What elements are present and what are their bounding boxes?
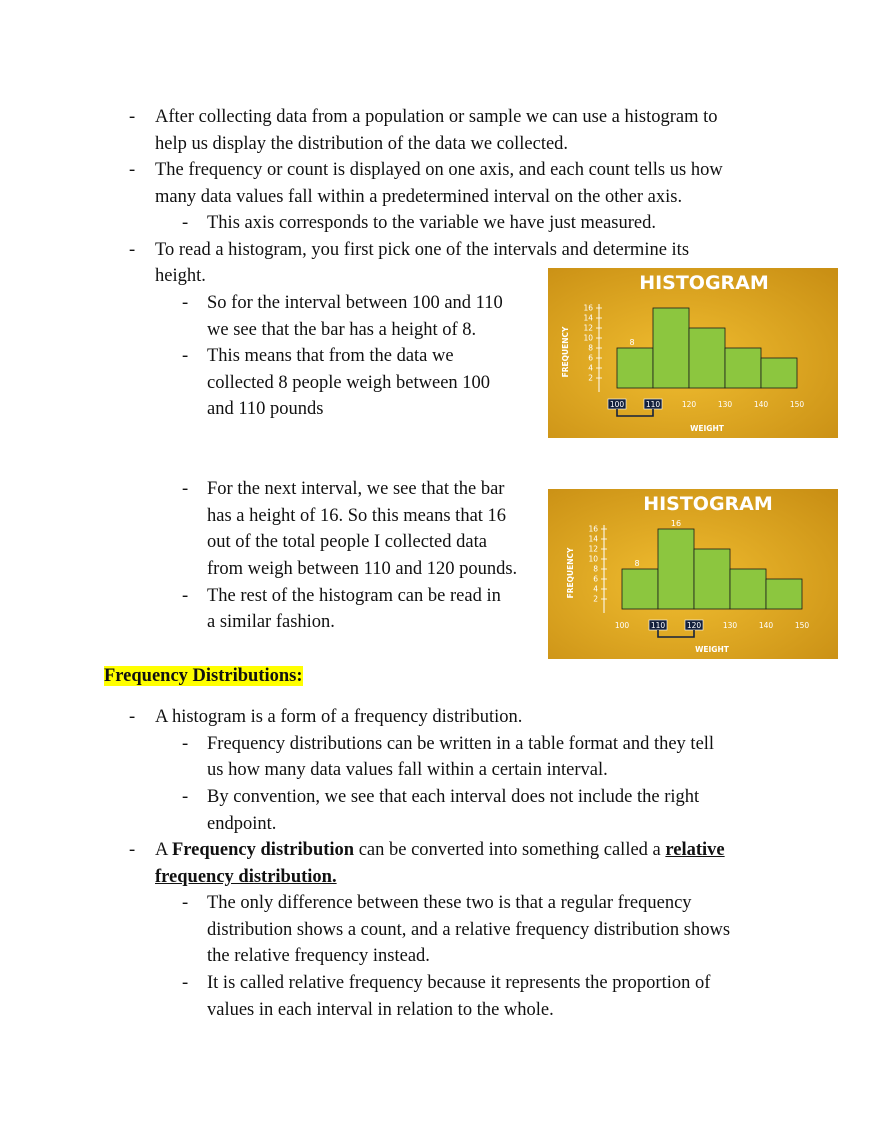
y-tick-label: 16 — [588, 524, 598, 534]
bullet-dash: - — [129, 240, 136, 260]
sub-bullet-text: distribution shows a count, and a relative frequency distribution shows — [207, 920, 731, 940]
bold-term: Frequency distribution — [171, 840, 355, 860]
bullet-text: After collecting data from a population or sample we can use a histogram to — [155, 107, 718, 127]
x-tick-label: 120 — [686, 621, 702, 630]
sub-bullet-text: endpoint. — [207, 814, 277, 834]
y-tick-label: 12 — [583, 323, 593, 333]
sub-bullet-text: and 110 pounds — [207, 399, 324, 419]
histogram-chart-1 — [548, 268, 838, 438]
sub-bullet-dash: - — [182, 346, 189, 366]
section-heading — [104, 663, 303, 689]
bar-value-label: 16 — [670, 519, 682, 528]
y-tick-label: 8 — [588, 343, 593, 353]
sub-bullet-dash: - — [182, 479, 189, 499]
histogram-bar — [694, 549, 730, 609]
y-tick-label: 6 — [593, 574, 598, 584]
bullet-text-mixed — [155, 837, 725, 863]
bullet-dash: - — [129, 840, 136, 860]
y-tick-label: 10 — [588, 554, 598, 564]
bullet-text: To read a histogram, you first pick one of the intervals and determine its — [155, 240, 690, 260]
x-axis-title: WEIGHT — [690, 424, 724, 433]
sub-bullet-dash: - — [182, 586, 189, 606]
y-tick-label: 12 — [588, 544, 598, 554]
sub-bullet-dash: - — [182, 293, 189, 313]
section-heading-text: Frequency Distributions: — [104, 666, 303, 686]
sub-bullet-dash: - — [182, 973, 189, 993]
histogram-figure-1 — [548, 268, 838, 438]
y-tick-label: 14 — [583, 313, 593, 323]
sub-bullet-text: The only difference between these two is that a regular frequency — [207, 893, 692, 913]
sub-bullet-text: has a height of 16. So this means that 16 — [207, 506, 507, 526]
sub-bullet-dash: - — [182, 213, 189, 233]
x-tick-label: 100 — [614, 621, 630, 630]
y-tick-label: 2 — [593, 594, 598, 604]
bullet-text: The frequency or count is displayed on one axis, and each count tells us how — [155, 160, 723, 180]
y-tick-label: 6 — [588, 353, 593, 363]
sub-bullet-text: values in each interval in relation to the whole. — [207, 1000, 554, 1020]
sub-bullet-text: Frequency distributions can be written in a table format and they tell — [207, 734, 715, 754]
bullet-text: many data values fall within a predetermined interval on the other axis. — [155, 187, 683, 207]
sub-bullet-text: By convention, we see that each interval does not include the right — [207, 787, 700, 807]
text-run: A — [155, 840, 172, 860]
y-tick-label: 10 — [583, 333, 593, 343]
sub-bullet-text: a similar fashion. — [207, 612, 335, 632]
bold-underlined-term: frequency distribution. — [155, 867, 337, 887]
y-axis-title: FREQUENCY — [561, 326, 570, 378]
histogram-bar — [725, 348, 761, 388]
histogram-bar — [658, 529, 694, 609]
sub-bullet-text: So for the interval between 100 and 110 — [207, 293, 503, 313]
x-tick-label: 130 — [717, 400, 733, 409]
sub-bullet-text: The rest of the histogram can be read in — [207, 586, 501, 606]
y-tick-label: 4 — [593, 584, 598, 594]
x-tick-label: 110 — [650, 621, 666, 630]
histogram-figure-2 — [548, 489, 838, 659]
histogram-chart-2 — [548, 489, 838, 659]
sub-bullet-text: This axis corresponds to the variable we have just measured. — [207, 213, 657, 233]
x-tick-label: 130 — [722, 621, 738, 630]
histogram-bar — [622, 569, 658, 609]
y-tick-label: 4 — [588, 363, 593, 373]
sub-bullet-text: us how many data values fall within a certain interval. — [207, 760, 608, 780]
bullet-text — [155, 864, 337, 890]
sub-bullet-text: This means that from the data we — [207, 346, 454, 366]
sub-bullet-text: from weigh between 110 and 120 pounds. — [207, 559, 518, 579]
histogram-bar — [730, 569, 766, 609]
bullet-text: A histogram is a form of a frequency distribution. — [155, 707, 523, 727]
x-tick-label: 100 — [609, 400, 625, 409]
x-tick-label: 120 — [681, 400, 697, 409]
histogram-bar — [761, 358, 797, 388]
x-tick-label: 140 — [758, 621, 774, 630]
text-run: can be converted into something called a — [354, 840, 666, 860]
sub-bullet-text: out of the total people I collected data — [207, 532, 487, 552]
x-tick-label: 140 — [753, 400, 769, 409]
bar-value-label: 8 — [634, 559, 640, 568]
x-tick-label: 110 — [645, 400, 661, 409]
histogram-bar — [653, 308, 689, 388]
histogram-bar — [617, 348, 653, 388]
bullet-dash: - — [129, 707, 136, 727]
bullet-dash: - — [129, 160, 136, 180]
x-tick-label: 150 — [789, 400, 805, 409]
histogram-bar — [689, 328, 725, 388]
histogram-bar — [766, 579, 802, 609]
sub-bullet-dash: - — [182, 787, 189, 807]
sub-bullet-text: we see that the bar has a height of 8. — [207, 320, 477, 340]
bullet-text: help us display the distribution of the data we collected. — [155, 134, 569, 154]
y-tick-label: 2 — [588, 373, 593, 383]
sub-bullet-dash: - — [182, 893, 189, 913]
y-tick-label: 14 — [588, 534, 598, 544]
bar-value-label: 8 — [629, 338, 635, 347]
bullet-dash: - — [129, 107, 136, 127]
sub-bullet-text: It is called relative frequency because it represents the proportion of — [207, 973, 711, 993]
sub-bullet-text: the relative frequency instead. — [207, 946, 430, 966]
chart-title: HISTOGRAM — [643, 493, 773, 515]
x-tick-label: 150 — [794, 621, 810, 630]
chart-title: HISTOGRAM — [639, 272, 769, 294]
sub-bullet-dash: - — [182, 734, 189, 754]
sub-bullet-text: collected 8 people weigh between 100 — [207, 373, 491, 393]
bullet-text: height. — [155, 266, 206, 286]
y-tick-label: 16 — [583, 303, 593, 313]
y-tick-label: 8 — [593, 564, 598, 574]
sub-bullet-text: For the next interval, we see that the bar — [207, 479, 505, 499]
x-axis-title: WEIGHT — [695, 645, 729, 654]
y-axis-title: FREQUENCY — [566, 547, 575, 599]
bold-underlined-term: relative — [665, 840, 725, 860]
